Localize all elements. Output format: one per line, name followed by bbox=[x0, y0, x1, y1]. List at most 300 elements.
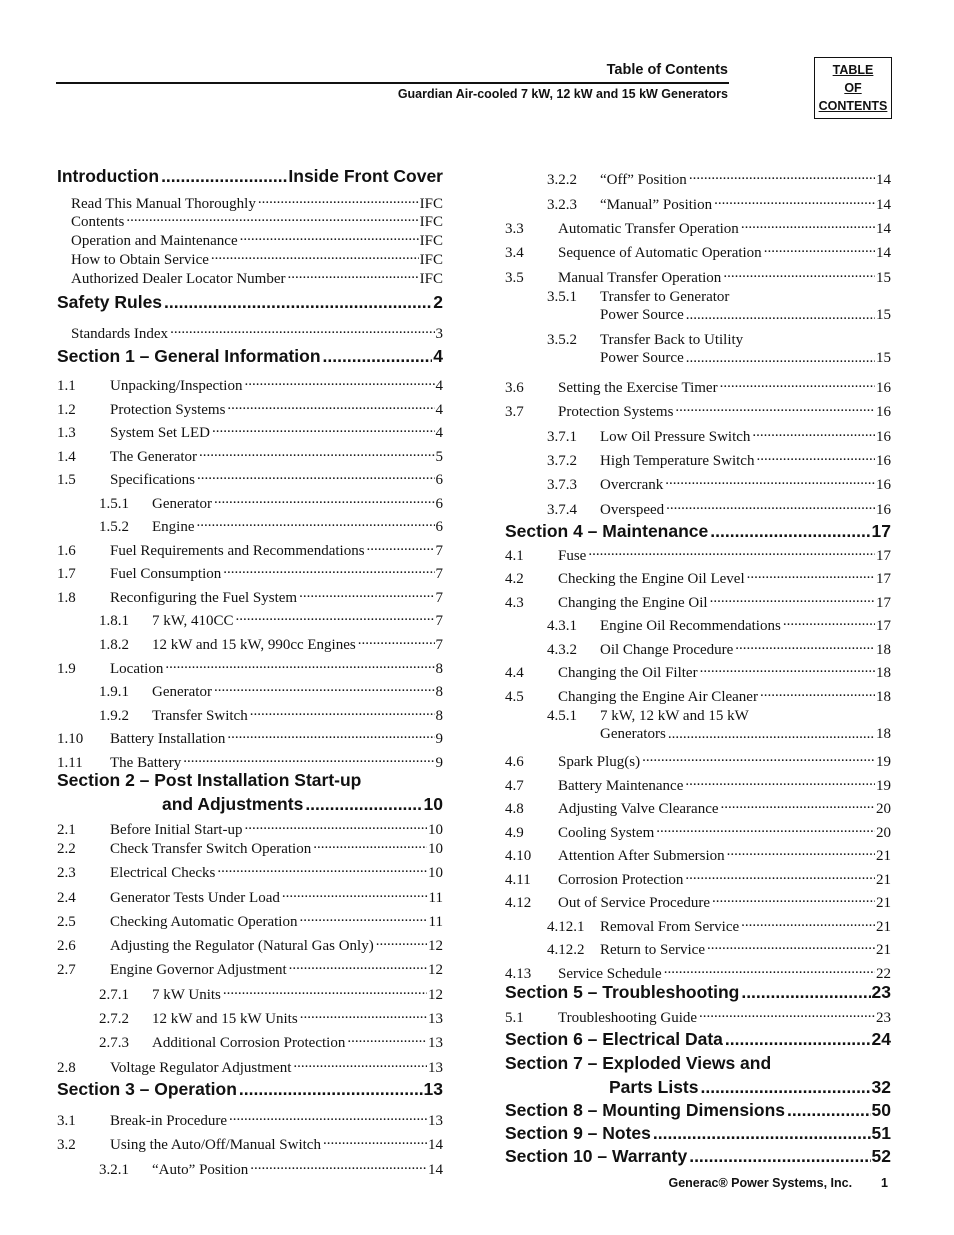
toc-page-number: 6 bbox=[435, 519, 443, 535]
toc-leader bbox=[697, 1004, 875, 1022]
toc-entry-number: 3.4 bbox=[505, 245, 524, 261]
toc-entry[interactable] bbox=[57, 725, 443, 748]
toc-page-number: 21 bbox=[876, 919, 891, 935]
toc-entry[interactable] bbox=[505, 1004, 891, 1027]
toc-entry[interactable] bbox=[57, 419, 443, 442]
toc-leader bbox=[721, 264, 875, 282]
toc-tab-line: OF bbox=[844, 81, 862, 95]
toc-page-number: 17 bbox=[876, 548, 891, 564]
toc-page-number: 16 bbox=[876, 502, 891, 518]
toc-entry[interactable] bbox=[57, 749, 443, 772]
toc-entry[interactable] bbox=[57, 956, 443, 979]
toc-leader bbox=[221, 560, 434, 578]
toc-entry-title: Fuse bbox=[558, 548, 587, 564]
toc-leader bbox=[248, 702, 435, 720]
toc-entry-number: 3.7.3 bbox=[547, 477, 577, 493]
toc-leader bbox=[195, 466, 435, 484]
toc-entry[interactable] bbox=[547, 191, 891, 214]
toc-entry-number: 3.7.4 bbox=[547, 502, 577, 518]
toc-entry-title: 7 kW, 410CC bbox=[152, 613, 234, 629]
toc-entry[interactable] bbox=[547, 288, 891, 324]
toc-entry[interactable] bbox=[505, 565, 891, 588]
toc-section-entry[interactable] bbox=[505, 982, 891, 1002]
toc-entry-number: 4.13 bbox=[505, 966, 532, 982]
toc-entry-title: “Auto” Position bbox=[152, 1162, 249, 1178]
toc-entry-title: Troubleshooting Guide bbox=[558, 1010, 698, 1026]
toc-entry-title: Engine bbox=[152, 519, 195, 535]
toc-entry-number: 1.5 bbox=[57, 472, 76, 488]
toc-section-title: Section 2 – Post Installation Start-up bbox=[57, 770, 362, 790]
toc-section-entry[interactable] bbox=[505, 1123, 891, 1143]
toc-entry[interactable] bbox=[505, 772, 891, 795]
toc-entry-number: 1.8 bbox=[57, 590, 76, 606]
toc-leader bbox=[163, 655, 434, 673]
toc-entry[interactable] bbox=[57, 1131, 443, 1154]
toc-entry-title: Changing the Engine Air Cleaner bbox=[558, 689, 758, 705]
toc-entry[interactable] bbox=[547, 496, 891, 519]
toc-leader bbox=[237, 1079, 423, 1099]
toc-leader bbox=[238, 227, 419, 245]
toc-leader bbox=[708, 589, 875, 607]
toc-page-number: 13 bbox=[428, 1011, 443, 1027]
toc-entry-title: Contents bbox=[71, 214, 125, 230]
toc-entry[interactable] bbox=[99, 702, 443, 725]
toc-entry-number: 4.5 bbox=[505, 689, 524, 705]
toc-entry-title: Transfer Switch bbox=[152, 708, 248, 724]
toc-leader bbox=[666, 725, 875, 743]
toc-entry-title: Setting the Exercise Timer bbox=[558, 380, 718, 396]
toc-entry-title: Engine Governor Adjustment bbox=[110, 962, 287, 978]
toc-leader bbox=[256, 190, 419, 208]
toc-entry[interactable] bbox=[57, 560, 443, 583]
toc-section-title: Section 10 – Warranty bbox=[505, 1146, 688, 1166]
toc-indent bbox=[547, 725, 600, 743]
toc-page-number: 17 bbox=[871, 521, 891, 541]
toc-entry-title: Transfer Back to Utility bbox=[600, 332, 744, 348]
toc-entry-number: 1.5.1 bbox=[99, 496, 129, 512]
toc-entry-number: 4.3 bbox=[505, 595, 524, 611]
toc-entry-number: 2.7.2 bbox=[99, 1011, 129, 1027]
toc-page-number: IFC bbox=[419, 196, 443, 212]
toc-leader bbox=[242, 816, 427, 834]
toc-leader bbox=[365, 537, 435, 555]
toc-leader bbox=[321, 346, 433, 366]
toc-entry-number: 2.1 bbox=[57, 822, 76, 838]
toc-entry-number: 4.9 bbox=[505, 825, 524, 841]
toc-entry-title: Checking the Engine Oil Level bbox=[558, 571, 745, 587]
toc-entry-title: 12 kW and 15 kW, 990cc Engines bbox=[152, 637, 356, 653]
toc-entry[interactable] bbox=[57, 584, 443, 607]
toc-entry-title: Corrosion Protection bbox=[558, 872, 684, 888]
toc-section-title: Section 8 – Mounting Dimensions bbox=[505, 1100, 786, 1120]
toc-entry-line bbox=[547, 288, 891, 306]
toc-entry-number: 1.10 bbox=[57, 731, 84, 747]
toc-leader bbox=[651, 1123, 871, 1143]
toc-indent bbox=[547, 306, 600, 324]
toc-entry[interactable] bbox=[71, 265, 443, 288]
toc-page-number: 23 bbox=[876, 1010, 891, 1026]
page-footer bbox=[668, 1176, 888, 1190]
toc-entry-number: 1.1 bbox=[57, 378, 76, 394]
toc-entry[interactable] bbox=[99, 513, 443, 536]
toc-entry-title: Unpacking/Inspection bbox=[110, 378, 243, 394]
toc-entry-number: 4.12 bbox=[505, 895, 532, 911]
toc-entry[interactable] bbox=[57, 1054, 443, 1077]
toc-entry[interactable] bbox=[99, 1005, 443, 1028]
toc-entry[interactable] bbox=[547, 936, 891, 959]
toc-entry-title: Specifications bbox=[110, 472, 195, 488]
toc-leader bbox=[286, 265, 419, 283]
toc-entry[interactable] bbox=[71, 320, 443, 343]
toc-page-number: 52 bbox=[871, 1146, 891, 1166]
toc-entry-number: 1.8.2 bbox=[99, 637, 129, 653]
toc-entry-title: Service Schedule bbox=[558, 966, 662, 982]
toc-entry-title: Changing the Engine Oil bbox=[558, 595, 708, 611]
toc-entry[interactable] bbox=[99, 678, 443, 701]
toc-page-number: 15 bbox=[876, 307, 891, 323]
toc-section-entry[interactable] bbox=[57, 346, 443, 366]
toc-page-number: Inside Front Cover bbox=[288, 166, 443, 186]
toc-entry[interactable] bbox=[57, 537, 443, 560]
toc-entry-number: 3.5.1 bbox=[547, 289, 577, 305]
toc-page-number: 13 bbox=[428, 1035, 443, 1051]
toc-leader bbox=[684, 349, 875, 367]
toc-entry-title: Location bbox=[110, 661, 164, 677]
toc-leader bbox=[280, 884, 428, 902]
toc-page-number: 16 bbox=[876, 453, 891, 469]
toc-page-number: 14 bbox=[876, 245, 891, 261]
toc-entry[interactable] bbox=[505, 542, 891, 565]
toc-page-number: 13 bbox=[428, 1060, 443, 1076]
toc-entry[interactable] bbox=[547, 166, 891, 189]
toc-section-entry[interactable] bbox=[505, 1100, 891, 1120]
toc-entry[interactable] bbox=[57, 932, 443, 955]
toc-entry[interactable] bbox=[547, 331, 891, 367]
toc-page-number: 51 bbox=[871, 1123, 891, 1143]
toc-leader bbox=[683, 866, 875, 884]
toc-tab-line: TABLE bbox=[832, 63, 874, 77]
toc-entry[interactable] bbox=[547, 447, 891, 470]
toc-page-number: 14 bbox=[428, 1137, 443, 1153]
toc-entry-number: 1.4 bbox=[57, 449, 76, 465]
toc-leader bbox=[227, 1107, 427, 1125]
toc-entry[interactable] bbox=[505, 398, 891, 421]
toc-page-number: 18 bbox=[876, 726, 891, 742]
toc-section-title: Section 6 – Electrical Data bbox=[505, 1029, 723, 1049]
toc-entry[interactable] bbox=[505, 239, 891, 262]
toc-section-title-cont: and Adjustments bbox=[162, 794, 304, 814]
toc-page-number: 12 bbox=[428, 938, 443, 954]
toc-leader bbox=[298, 1005, 427, 1023]
toc-indent bbox=[547, 349, 600, 367]
toc-section-entry[interactable] bbox=[57, 166, 443, 186]
toc-leader bbox=[684, 306, 875, 324]
toc-page-number: 19 bbox=[876, 778, 891, 794]
toc-leader bbox=[225, 396, 434, 414]
toc-page-number: 8 bbox=[435, 684, 443, 700]
toc-page-number: IFC bbox=[419, 214, 443, 230]
toc-leader bbox=[124, 208, 418, 226]
toc-entry-line bbox=[547, 707, 891, 725]
toc-page-number: IFC bbox=[419, 271, 443, 287]
toc-entry-title: Return to Service bbox=[600, 942, 705, 958]
toc-entry[interactable] bbox=[99, 490, 443, 513]
toc-page-number: 50 bbox=[871, 1100, 891, 1120]
toc-entry[interactable] bbox=[57, 396, 443, 419]
toc-entry-title: Changing the Oil Filter bbox=[558, 665, 698, 681]
toc-tab-box bbox=[814, 57, 892, 119]
toc-page-number: 10 bbox=[428, 841, 443, 857]
toc-section-entry[interactable] bbox=[505, 1146, 891, 1166]
toc-leader bbox=[195, 513, 435, 531]
toc-entry-number: 2.4 bbox=[57, 890, 76, 906]
toc-entry-title: Engine Oil Recommendations bbox=[600, 618, 781, 634]
toc-entry-title: Protection Systems bbox=[110, 402, 226, 418]
toc-tab-line: CONTENTS bbox=[818, 99, 888, 113]
toc-page-number: 17 bbox=[876, 595, 891, 611]
toc-entry[interactable] bbox=[99, 1029, 443, 1052]
toc-entry[interactable] bbox=[57, 655, 443, 678]
toc-entry[interactable] bbox=[57, 908, 443, 931]
toc-entry[interactable] bbox=[547, 423, 891, 446]
toc-entry[interactable] bbox=[99, 1156, 443, 1179]
toc-entry-title: Reconfiguring the Fuel System bbox=[110, 590, 298, 606]
toc-entry-number: 1.2 bbox=[57, 402, 76, 418]
toc-leader bbox=[356, 631, 435, 649]
toc-entry[interactable] bbox=[99, 981, 443, 1004]
toc-leader bbox=[663, 471, 875, 489]
toc-leader bbox=[303, 794, 422, 814]
toc-leader bbox=[212, 490, 435, 508]
toc-section-title: Section 1 – General Information bbox=[57, 346, 321, 366]
toc-leader bbox=[586, 542, 875, 560]
toc-entry[interactable] bbox=[505, 264, 891, 287]
toc-entry[interactable] bbox=[505, 659, 891, 682]
toc-section-title: Section 4 – Maintenance bbox=[505, 521, 709, 541]
toc-entry[interactable] bbox=[57, 835, 443, 858]
toc-entry-title: Break-in Procedure bbox=[110, 1113, 228, 1129]
toc-leader bbox=[297, 908, 427, 926]
toc-entry-title: 12 kW and 15 kW Units bbox=[152, 1011, 298, 1027]
toc-entry[interactable] bbox=[547, 707, 891, 743]
toc-entry-number: 4.11 bbox=[505, 872, 531, 888]
toc-leader bbox=[687, 166, 875, 184]
toc-leader bbox=[662, 960, 875, 978]
toc-section-title-line bbox=[505, 1077, 891, 1097]
toc-section-title: Section 7 – Exploded Views and bbox=[505, 1053, 772, 1073]
toc-entry-number: 4.6 bbox=[505, 754, 524, 770]
footer-page-number: 1 bbox=[881, 1176, 888, 1190]
toc-leader bbox=[221, 981, 427, 999]
toc-entry-title: 7 kW, 12 kW and 15 kW bbox=[600, 708, 749, 724]
toc-page-number: 18 bbox=[876, 665, 891, 681]
toc-leader bbox=[758, 683, 875, 701]
toc-leader bbox=[673, 398, 875, 416]
toc-leader bbox=[311, 835, 427, 853]
toc-entry[interactable] bbox=[505, 960, 891, 983]
toc-entry-title: Overspeed bbox=[600, 502, 665, 518]
toc-entry[interactable] bbox=[505, 889, 891, 912]
toc-leader bbox=[215, 859, 427, 877]
header-subtitle: Guardian Air-cooled 7 kW, 12 kW and 15 kW Generators bbox=[397, 87, 728, 101]
toc-entry-number: 5.1 bbox=[505, 1010, 524, 1026]
toc-entry-title: Oil Change Procedure bbox=[600, 642, 734, 658]
toc-entry-title: Spark Plug(s) bbox=[558, 754, 641, 770]
toc-entry[interactable] bbox=[547, 913, 891, 936]
toc-entry-number: 4.12.1 bbox=[547, 919, 585, 935]
toc-entry[interactable] bbox=[505, 748, 891, 771]
toc-entry-number: 3.1 bbox=[57, 1113, 76, 1129]
toc-leader bbox=[754, 447, 875, 465]
toc-page-number: 15 bbox=[876, 350, 891, 366]
toc-entry-number: 2.2 bbox=[57, 841, 76, 857]
toc-leader bbox=[181, 749, 434, 767]
toc-section-title: Section 3 – Operation bbox=[57, 1079, 237, 1099]
toc-leader bbox=[197, 443, 434, 461]
toc-entry-number: 2.6 bbox=[57, 938, 76, 954]
toc-page-number: 8 bbox=[435, 708, 443, 724]
toc-entry[interactable] bbox=[505, 374, 891, 397]
toc-leader bbox=[345, 1029, 427, 1047]
toc-entry[interactable] bbox=[57, 372, 443, 395]
toc-entry-number: 4.1 bbox=[505, 548, 524, 564]
toc-entry[interactable] bbox=[505, 589, 891, 612]
toc-page-number: 12 bbox=[428, 987, 443, 1003]
toc-page-number: 32 bbox=[871, 1077, 891, 1097]
toc-entry-number: 2.8 bbox=[57, 1060, 76, 1076]
toc-page-number: 16 bbox=[876, 380, 891, 396]
toc-section-title-line bbox=[57, 770, 443, 790]
toc-page-number: 17 bbox=[876, 618, 891, 634]
toc-leader bbox=[291, 1054, 427, 1072]
toc-section-entry[interactable] bbox=[505, 521, 891, 541]
toc-entry-line bbox=[547, 306, 891, 324]
toc-entry-number: 3.7 bbox=[505, 404, 524, 420]
toc-section-entry[interactable] bbox=[57, 292, 443, 312]
toc-entry[interactable] bbox=[547, 471, 891, 494]
toc-entry-number: 4.8 bbox=[505, 801, 524, 817]
toc-entry-number: 4.4 bbox=[505, 665, 524, 681]
toc-leader bbox=[750, 423, 875, 441]
toc-entry-title: System Set LED bbox=[110, 425, 210, 441]
toc-page-number: 24 bbox=[871, 1029, 891, 1049]
toc-entry-number: 1.5.2 bbox=[99, 519, 129, 535]
toc-entry[interactable] bbox=[57, 443, 443, 466]
toc-page-number: 15 bbox=[876, 270, 891, 286]
toc-leader bbox=[640, 748, 875, 766]
toc-entry[interactable] bbox=[99, 631, 443, 654]
toc-entry-title: Automatic Transfer Operation bbox=[558, 221, 739, 237]
toc-entry-number: 3.7.2 bbox=[547, 453, 577, 469]
toc-leader bbox=[168, 320, 434, 338]
toc-page-number: IFC bbox=[419, 252, 443, 268]
toc-leader bbox=[718, 374, 875, 392]
toc-entry-line bbox=[547, 349, 891, 367]
toc-entry-number: 3.5.2 bbox=[547, 332, 577, 348]
toc-page-number: 7 bbox=[435, 543, 443, 559]
toc-leader bbox=[248, 1156, 427, 1174]
toc-entry-number: 2.5 bbox=[57, 914, 76, 930]
toc-entry-title: Cooling System bbox=[558, 825, 655, 841]
toc-section-entry[interactable] bbox=[505, 1029, 891, 1049]
toc-page-number: 11 bbox=[428, 890, 443, 906]
toc-entry-number: 1.3 bbox=[57, 425, 76, 441]
footer-company: Generac® Power Systems, Inc. bbox=[668, 1176, 853, 1190]
toc-page-number: 20 bbox=[876, 801, 891, 817]
toc-entry[interactable] bbox=[57, 1107, 443, 1130]
toc-entry[interactable] bbox=[505, 215, 891, 238]
toc-leader bbox=[225, 725, 434, 743]
toc-page-number: 14 bbox=[876, 221, 891, 237]
toc-entry-number: 4.5.1 bbox=[547, 708, 577, 724]
toc-leader bbox=[708, 521, 870, 541]
toc-entry-title: Using the Auto/Off/Manual Switch bbox=[110, 1137, 321, 1153]
toc-page-number: 21 bbox=[876, 872, 891, 888]
toc-leader bbox=[785, 1100, 871, 1120]
toc-entry[interactable] bbox=[57, 466, 443, 489]
toc-entry-number: 3.6 bbox=[505, 380, 524, 396]
toc-entry-title: The Battery bbox=[110, 755, 182, 771]
toc-page-number: 17 bbox=[876, 571, 891, 587]
toc-entry-title: 7 kW Units bbox=[152, 987, 221, 1003]
toc-entry-title: Fuel Consumption bbox=[110, 566, 222, 582]
toc-entry-number: 3.2.1 bbox=[99, 1162, 129, 1178]
toc-leader bbox=[762, 239, 875, 257]
header-title: Table of Contents bbox=[606, 62, 728, 78]
toc-entry-number: 3.2.3 bbox=[547, 197, 577, 213]
toc-entry[interactable] bbox=[547, 612, 891, 635]
toc-entry[interactable] bbox=[505, 842, 891, 865]
toc-section-title: Safety Rules bbox=[57, 292, 163, 312]
toc-entry-number: 3.7.1 bbox=[547, 429, 577, 445]
toc-page-number: 8 bbox=[435, 661, 443, 677]
toc-page-number: 13 bbox=[428, 1113, 443, 1129]
toc-entry-number: 3.2 bbox=[57, 1137, 76, 1153]
toc-entry-number: 1.6 bbox=[57, 543, 76, 559]
toc-page-number: 23 bbox=[871, 982, 891, 1002]
toc-entry[interactable] bbox=[505, 866, 891, 889]
toc-entry-number: 4.7 bbox=[505, 778, 524, 794]
toc-leader bbox=[159, 166, 287, 186]
toc-entry-number: 2.7 bbox=[57, 962, 76, 978]
toc-leader bbox=[374, 932, 427, 950]
toc-leader bbox=[739, 982, 870, 1002]
toc-page-number: 10 bbox=[428, 865, 443, 881]
toc-entry-title: Checking Automatic Operation bbox=[110, 914, 298, 930]
toc-entry[interactable] bbox=[57, 859, 443, 882]
toc-entry[interactable] bbox=[505, 819, 891, 842]
toc-page-number: 5 bbox=[435, 449, 443, 465]
toc-entry[interactable] bbox=[505, 795, 891, 818]
toc-entry-title: “Manual” Position bbox=[600, 197, 713, 213]
toc-entry[interactable] bbox=[547, 636, 891, 659]
toc-section-title: Section 5 – Troubleshooting bbox=[505, 982, 740, 1002]
toc-entry[interactable] bbox=[505, 683, 891, 706]
toc-leader bbox=[297, 584, 434, 602]
toc-page-number: 4 bbox=[435, 378, 443, 394]
toc-entry-title: Generator bbox=[152, 684, 212, 700]
toc-entry-title: Battery Installation bbox=[110, 731, 226, 747]
toc-section-entry[interactable] bbox=[57, 1079, 443, 1099]
toc-page-number: 14 bbox=[876, 197, 891, 213]
toc-section-title-line bbox=[505, 1053, 891, 1073]
toc-entry[interactable] bbox=[99, 607, 443, 630]
toc-entry[interactable] bbox=[57, 884, 443, 907]
toc-page-number: 14 bbox=[876, 172, 891, 188]
toc-page-number: 4 bbox=[435, 425, 443, 441]
toc-page-number: 21 bbox=[876, 895, 891, 911]
toc-entry-title-cont: Power Source bbox=[600, 307, 684, 323]
